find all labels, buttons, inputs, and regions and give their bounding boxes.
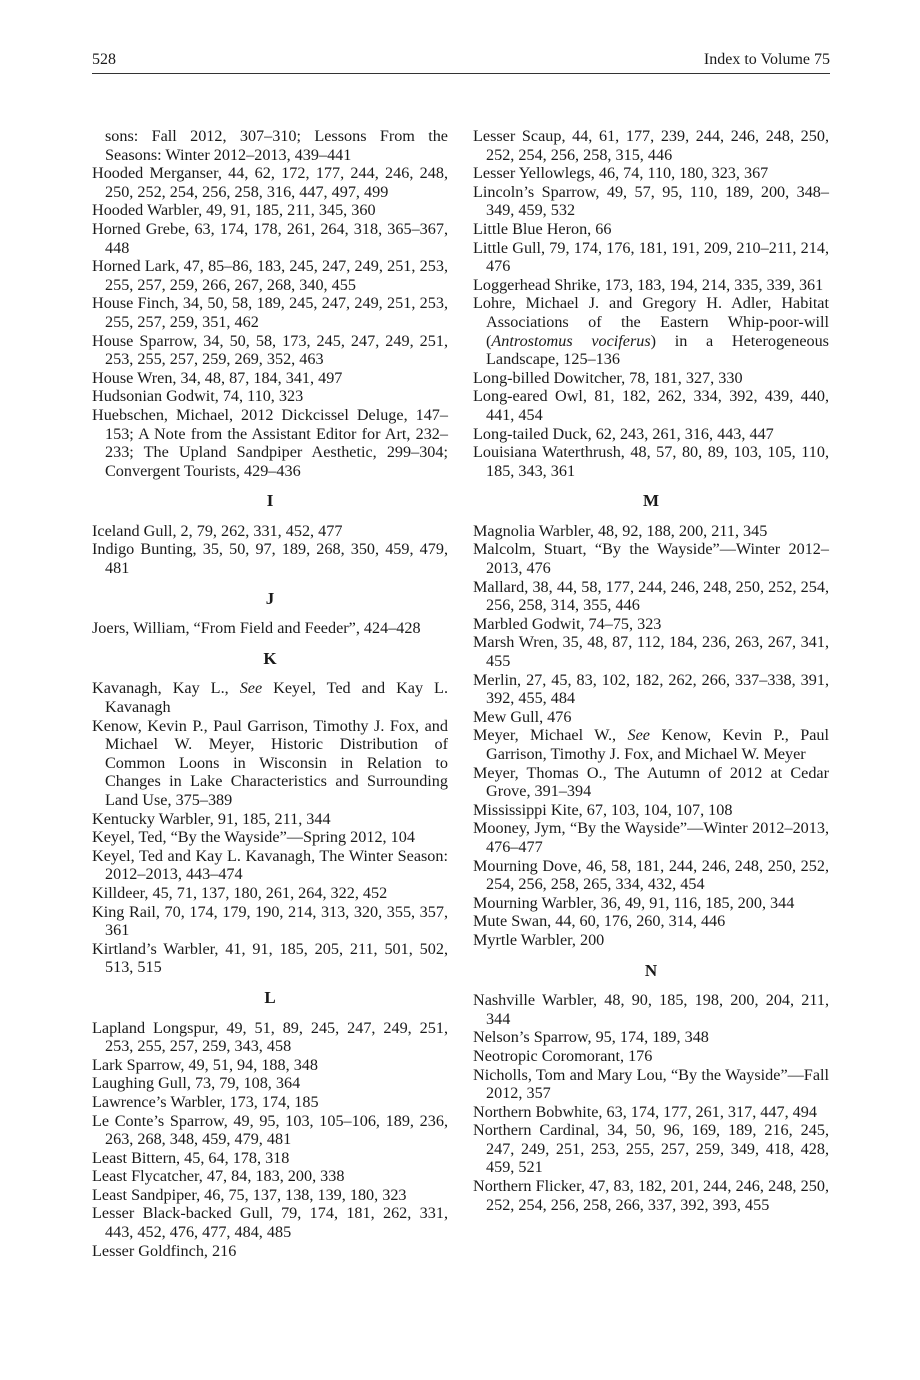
index-entry: Long-tailed Duck, 62, 243, 261, 316, 443, 447 [473, 424, 774, 443]
index-entry: Nicholls, Tom and Mary Lou, “By the Wayside”—Fall 2012, 357 [473, 1065, 829, 1103]
index-entry: Lapland Longspur, 49, 51, 89, 245, 247, 249, 251, 253, 255, 257, 259, 343, 458 [92, 1018, 448, 1056]
index-entry [473, 294, 829, 368]
index-entry: Nashville Warbler, 48, 90, 185, 198, 200, 204, 211, 344 [473, 991, 829, 1028]
index-entry: Lesser Goldfinch, 216 [92, 1241, 237, 1260]
index-entry: Hooded Warbler, 49, 91, 185, 211, 345, 360 [92, 201, 376, 220]
entry-text: Lohre, Michael J. and Gregory H. Adler, Habitat Associations of the Eastern Whip-poor-will ( [473, 294, 829, 350]
index-entry: Le Conte’s Sparrow, 49, 95, 103, 105–106, 189, 236, 263, 268, 348, 459, 479, 481 [92, 1111, 448, 1149]
section-letter: J [265, 588, 275, 608]
index-entry: Long-eared Owl, 81, 182, 262, 334, 392, 439, 440, 441, 454 [473, 387, 829, 424]
index-entry: Marsh Wren, 35, 48, 87, 112, 184, 236, 263, 267, 341, 455 [473, 633, 829, 671]
index-entry: Mew Gull, 476 [473, 707, 572, 726]
index-entry: Magnolia Warbler, 48, 92, 188, 200, 211, 345 [473, 521, 768, 540]
page-number: 528 [92, 51, 116, 68]
entry-text: Keyel, Ted and Kay L. Kavanagh [105, 679, 448, 717]
index-entry: Laughing Gull, 73, 79, 108, 364 [92, 1074, 301, 1093]
index-entry: Lesser Yellowlegs, 46, 74, 110, 180, 323, 367 [473, 164, 769, 183]
index-entry: Least Sandpiper, 46, 75, 137, 138, 139, 180, 323 [92, 1185, 407, 1204]
index-entry: Lesser Black-backed Gull, 79, 174, 181, 262, 331, 443, 452, 476, 477, 484, 485 [92, 1204, 448, 1242]
index-entry: Loggerhead Shrike, 173, 183, 194, 214, 335, 339, 361 [473, 275, 824, 294]
index-entry: Kenow, Kevin P., Paul Garrison, Timothy J. Fox, and Michael W. Meyer, Historic Distribution of Common Loons in Wisconsin in Relation to Changes in Lake Characteristics and Surrounding Land Use, 375–389 [92, 716, 448, 809]
entry-italic-text: Antrostomus vociferus [491, 331, 651, 350]
index-entry: Louisiana Waterthrush, 48, 57, 80, 89, 103, 105, 110, 185, 343, 361 [473, 443, 829, 480]
index-entry: Myrtle Warbler, 200 [473, 930, 605, 949]
running-header [92, 49, 830, 71]
index-entry-continuation: sons: Fall 2012, 307–310; Lessons From the Seasons: Winter 2012–2013, 439–441 [105, 127, 448, 164]
index-entry: Mississippi Kite, 67, 103, 104, 107, 108 [473, 800, 733, 819]
index-entry: Northern Bobwhite, 63, 174, 177, 261, 317, 447, 494 [473, 1102, 817, 1121]
section-letter: K [263, 648, 277, 668]
index-entry [473, 726, 829, 763]
entry-text: Kenow, Kevin P., Paul Garrison, Timothy J. Fox, and Michael W. Meyer [486, 726, 829, 763]
header-rule [92, 73, 830, 74]
index-entry: Merlin, 27, 45, 83, 102, 182, 262, 266, 337–338, 391, 392, 455, 484 [473, 670, 829, 708]
index-entry: Long-billed Dowitcher, 78, 181, 327, 330 [473, 368, 743, 387]
index-entry: Marbled Godwit, 74–75, 323 [473, 614, 662, 633]
index-entry: Little Gull, 79, 174, 176, 181, 191, 209, 210–211, 214, 476 [473, 238, 829, 276]
index-entry: Least Flycatcher, 47, 84, 183, 200, 338 [92, 1167, 345, 1186]
index-entry: Mourning Warbler, 36, 49, 91, 116, 185, 200, 344 [473, 893, 795, 912]
index-entry: Hudsonian Godwit, 74, 110, 323 [92, 387, 304, 406]
index-entry: Keyel, Ted, “By the Wayside”—Spring 2012, 104 [92, 828, 415, 847]
index-entry: Joers, William, “From Field and Feeder”, 424–428 [92, 619, 421, 638]
index-entry: Huebschen, Michael, 2012 Dickcissel Deluge, 147–153; A Note from the Assistant Editor for Art, 232–233; The Upland Sandpiper Aesthetic, 299–304; Convergent Tourists, 429–436 [92, 405, 448, 480]
index-entry: Nelson’s Sparrow, 95, 174, 189, 348 [473, 1028, 709, 1047]
index-entry: Lesser Scaup, 44, 61, 177, 239, 244, 246, 248, 250, 252, 254, 256, 258, 315, 446 [473, 127, 829, 164]
index-entry: Indigo Bunting, 35, 50, 97, 189, 268, 350, 459, 479, 481 [92, 540, 448, 578]
index-entry: House Sparrow, 34, 50, 58, 173, 245, 247, 249, 251, 253, 255, 257, 259, 269, 352, 463 [92, 331, 448, 369]
index-entry: Hooded Merganser, 44, 62, 172, 177, 244, 246, 248, 250, 252, 254, 256, 258, 316, 447, 497, 499 [92, 164, 448, 201]
index-entry: Malcolm, Stuart, “By the Wayside”—Winter 2012–2013, 476 [473, 540, 829, 578]
entry-italic-text: See [239, 679, 263, 698]
index-entry: Kentucky Warbler, 91, 185, 211, 344 [92, 809, 331, 828]
index-entry: Lark Sparrow, 49, 51, 94, 188, 348 [92, 1055, 318, 1074]
index-entry: House Wren, 34, 48, 87, 184, 341, 497 [92, 368, 343, 387]
index-entry: Mute Swan, 44, 60, 176, 260, 314, 446 [473, 912, 726, 931]
entry-italic-text: See [627, 726, 650, 745]
index-entry: Neotropic Coromorant, 176 [473, 1046, 653, 1065]
index-entry: King Rail, 70, 174, 179, 190, 214, 313, 320, 355, 357, 361 [92, 902, 448, 940]
section-letter: I [266, 491, 274, 511]
index-entry: Kirtland’s Warbler, 41, 91, 185, 205, 211, 501, 502, 513, 515 [92, 939, 448, 977]
index-entry: Horned Lark, 47, 85–86, 183, 245, 247, 249, 251, 253, 255, 257, 259, 266, 267, 268, 340, 455 [92, 257, 448, 294]
index-entry: Lincoln’s Sparrow, 49, 57, 95, 110, 189, 200, 348–349, 459, 532 [473, 182, 829, 220]
index-entry: Mooney, Jym, “By the Wayside”—Winter 2012–2013, 476–477 [473, 819, 829, 856]
index-entry: Least Bittern, 45, 64, 178, 318 [92, 1148, 290, 1167]
index-entry: Keyel, Ted and Kay L. Kavanagh, The Winter Season: 2012–2013, 443–474 [92, 846, 448, 884]
entry-text: Kavanagh, Kay L., [92, 679, 240, 698]
index-entry: Killdeer, 45, 71, 137, 180, 261, 264, 322, 452 [92, 883, 388, 902]
entry-text: ) in a Heterogeneous Landscape, 125–136 [486, 331, 829, 369]
section-letter: N [644, 960, 658, 980]
index-entry: Northern Cardinal, 34, 50, 96, 169, 189, 216, 245, 247, 249, 251, 253, 255, 257, 259, 349, 418, 428, 459, 521 [473, 1121, 829, 1177]
index-entry: Horned Grebe, 63, 174, 178, 261, 264, 318, 365–367, 448 [92, 219, 448, 257]
section-letter: L [264, 987, 276, 1007]
index-entry: House Finch, 34, 50, 58, 189, 245, 247, 249, 251, 253, 255, 257, 259, 351, 462 [92, 294, 448, 331]
left-index-column [92, 127, 448, 1260]
running-title: Index to Volume 75 [703, 51, 830, 68]
entry-text: Meyer, Michael W., [473, 726, 628, 745]
index-entry: Mourning Dove, 46, 58, 181, 244, 246, 248, 250, 252, 254, 256, 258, 265, 334, 432, 454 [473, 856, 829, 894]
index-entry: Mallard, 38, 44, 58, 177, 244, 246, 248, 250, 252, 254, 256, 258, 314, 355, 446 [473, 577, 829, 615]
section-letter: M [642, 491, 660, 511]
right-index-column [473, 127, 829, 1214]
index-entry [92, 679, 448, 716]
index-entry: Northern Flicker, 47, 83, 182, 201, 244, 246, 248, 250, 252, 254, 256, 258, 266, 337, 392, 393, 455 [473, 1177, 829, 1214]
index-entry: Lawrence’s Warbler, 173, 174, 185 [92, 1092, 319, 1111]
index-entry: Little Blue Heron, 66 [473, 219, 612, 238]
index-entry: Meyer, Thomas O., The Autumn of 2012 at Cedar Grove, 391–394 [473, 763, 829, 801]
index-entry: Iceland Gull, 2, 79, 262, 331, 452, 477 [92, 521, 343, 540]
